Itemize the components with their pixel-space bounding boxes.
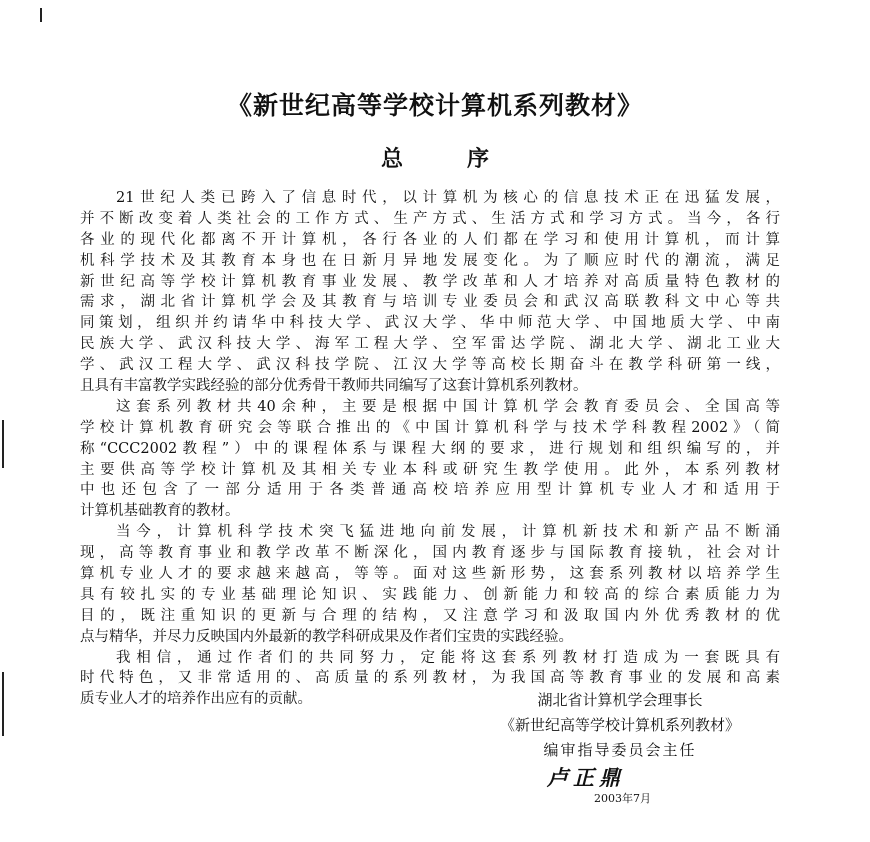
preface-heading-char: 总 xyxy=(380,146,403,172)
body-line: 并不断改变着人类社会的工作方式、生产方式、生活方式和学习方式。当今，各行 xyxy=(80,210,780,227)
signoff-title: 湖北省计算机学会理事长 xyxy=(537,691,703,709)
body-line: 中也还包含了一部分适用于各类普通高校培养应用型计算机专业人才和适用于 xyxy=(80,482,780,499)
body-line: 机科学技术及其教育本身也在日新月异地发展变化。为了顺应时代的潮流，满足 xyxy=(80,252,780,269)
body-line: 算机专业人才的要求越来越高，等等。面对这些新形势，这套系列教材以培养学生 xyxy=(80,566,780,583)
scan-edge-mark xyxy=(2,672,4,736)
body-line: 学、武汉工程大学、武汉科技学院、江汉大学等高校长期奋斗在教学科研第一线， xyxy=(80,357,780,374)
preface-heading xyxy=(0,142,870,173)
body-line: 我相信，通过作者们的共同努力，定能将这套系列教材打造成为一套既具有 xyxy=(116,649,780,666)
body-line: 计算机基础教育的教材。 xyxy=(80,503,240,520)
body-line: 学校计算机教育研究会等联合推出的《中国计算机科学与技术学科教程2002》（简 xyxy=(80,419,780,436)
scan-edge-mark xyxy=(40,8,42,22)
body-line: 具有较扎实的专业基础理论知识、实践能力、创新能力和较高的综合素质能力为 xyxy=(80,586,780,603)
body-line: 当今，计算机科学技术突飞猛进地向前发展，计算机新技术和新产品不断涌 xyxy=(116,524,780,541)
body-line: 称“CCC2002教程”）中的课程体系与课程大纲的要求，进行规划和组织编写的，并 xyxy=(80,440,780,457)
body-line: 需求，湖北省计算机学会及其教育与培训专业委员会和武汉高联教科文中心等共 xyxy=(80,294,780,311)
signoff-series: 《新世纪高等学校计算机系列教材》 xyxy=(499,716,740,734)
body-line: 时代特色，又非常适用的、高质量的系列教材，为我国高等教育事业的发展和高素 xyxy=(80,670,780,687)
body-line: 民族大学、武汉科技大学、海军工程大学、空军雷达学院、湖北大学、湖北工业大 xyxy=(80,336,780,353)
preface-body xyxy=(80,188,780,710)
body-line: 且具有丰富教学实践经验的部分优秀骨干教师共同编写了这套计算机系列教材。 xyxy=(80,378,588,395)
body-line: 质专业人才的培养作出应有的贡献。 xyxy=(80,691,312,708)
scan-edge-mark xyxy=(2,420,4,468)
body-line: 点与精华，并尽力反映国内外最新的教学科研成果及作者们宝贵的实践经验。 xyxy=(80,628,573,645)
body-line: 各业的现代化都离不开计算机，各行各业的人们都在学习和使用计算机，而计算 xyxy=(80,231,780,248)
body-line: 主要供高等学校计算机及其相关专业本科或研究生教学使用。此外，本系列教材 xyxy=(80,461,780,478)
body-line: 现，高等教育事业和教学改革不断深化，国内教育逐步与国际教育接轨，社会对计 xyxy=(80,545,780,562)
body-line: 同策划，组织并约请华中科技大学、武汉大学、华中师范大学、中国地质大学、中南 xyxy=(80,315,780,332)
signature-name: 卢正鼎 xyxy=(547,765,625,790)
signoff-role: 编审指导委员会主任 xyxy=(543,741,697,759)
body-line: 目的，既注重知识的更新与合理的结构，又注意学习和汲取国内外优秀教材的优 xyxy=(80,607,780,624)
body-line: 新世纪高等学校计算机教育事业发展、教学改革和人才培养对高质量特色教材的 xyxy=(80,273,780,290)
body-line: 这套系列教材共40余种，主要是根据中国计算机学会教育委员会、全国高等 xyxy=(116,398,780,415)
preface-heading-char: 序 xyxy=(467,146,490,172)
series-title: 《新世纪高等学校计算机系列教材》 xyxy=(226,91,643,120)
signoff-block xyxy=(400,688,840,763)
body-line: 21世纪人类已跨入了信息时代，以计算机为核心的信息技术正在迅猛发展， xyxy=(116,190,780,206)
signoff-date: 2003年7月 xyxy=(594,792,651,805)
